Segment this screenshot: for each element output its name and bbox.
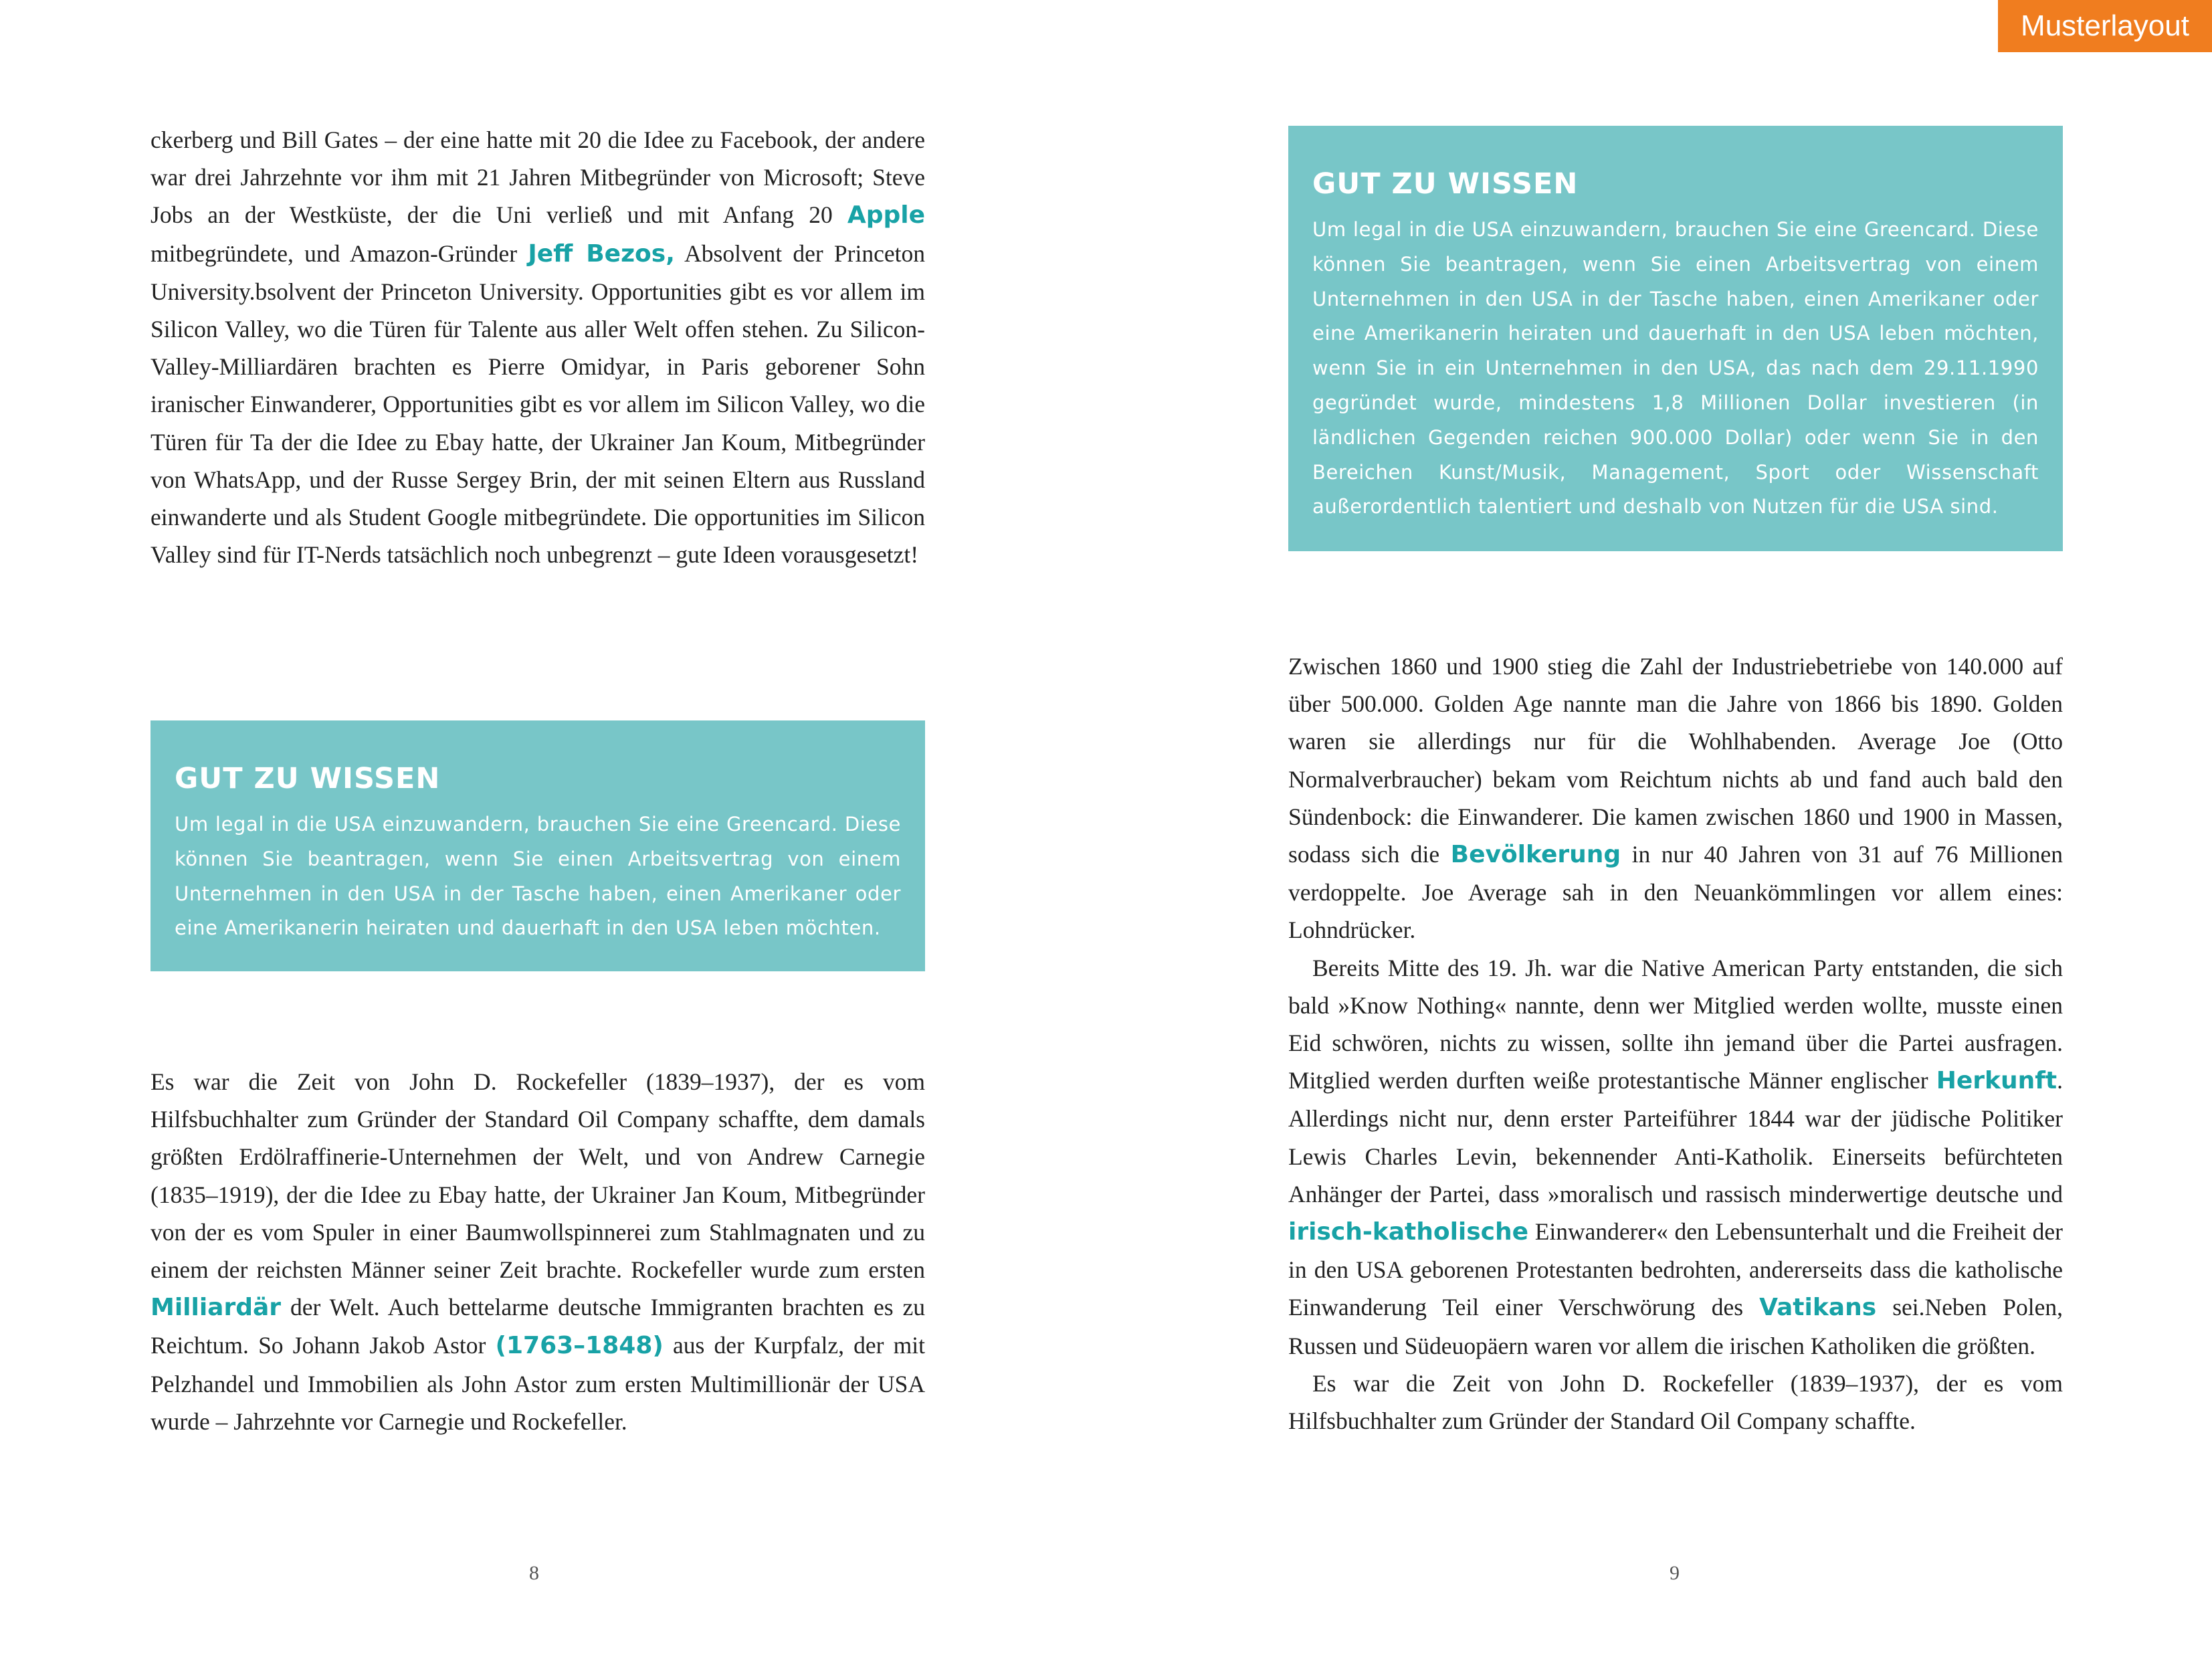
left-main-text: Es war die Zeit von John D. Rockefeller (1839–1937), der es vom Hilfsbuchhalter zum Gründer der Standard Oil Company schaffte, dem damals größten Erdölraffinerie-Unternehmen der Welt, und von Andrew Carnegie (1835–1919), der die Idee zu Ebay hatte, der Ukrainer Jan Koum, Mitbegründer von der es vom Spuler in einer Baumwollspinnerei zum Stahlmagnaten und zu einem der reichsten Männer seiner Zeit brachte. Rockefeller wurde zum ersten Milliardär der Welt. Auch bettelarme deutsche Immigranten brachten es zu Reichtum. So Johann Jakob Astor (1763–1848) aus der Kurpfalz, der mit Pelzhandel und Immobilien als John Astor zum ersten Multimillionär der USA wurde – Jahrzehnte vor Carnegie und Rockefeller. — [150, 1068, 925, 1435]
info-box-text: Um legal in die USA einzuwandern, brauchen Sie eine Greencard. Diese können Sie beantragen, wenn Sie einen Arbeitsvertrag von einem Unternehmen in den USA in der Tasche haben, einen Amerikaner oder eine Amerikanerin heiraten und dauerhaft in den USA leben möchten. — [175, 813, 901, 940]
highlighted-keyword: Vatikans — [1759, 1294, 1877, 1322]
highlighted-keyword: Milliardär — [150, 1294, 282, 1322]
highlighted-keyword: Herkunft — [1936, 1067, 2057, 1095]
left-intro-paragraph — [150, 121, 925, 573]
info-box-text: Um legal in die USA einzuwandern, brauchen Sie eine Greencard. Diese können Sie beantragen, wenn Sie einen Arbeitsvertrag von einem Unternehmen in den USA in der Tasche haben, einen Amerikaner oder eine Amerikanerin heiraten und dauerhaft in den USA leben möchten, wenn Sie in ein Unternehmen in den USA, das nach dem 29.11.1990 gegründet wurde, mindestens 1,8 Millionen Dollar investieren (in ländlichen Gegenden reichen 900.000 Dollar) oder wenn Sie in den Bereichen Kunst/Musik, Management, Sport oder Wissenschaft außerordentlich talentiert und deshalb von Nutzen für die USA sind. — [1312, 218, 2039, 518]
highlighted-keyword: (1763–1848) — [495, 1332, 664, 1360]
right-body-text — [1288, 648, 2063, 1440]
highlighted-keyword: Apple — [847, 201, 925, 229]
info-box-title: GUT ZU WISSEN — [1312, 167, 1579, 201]
highlighted-keyword: Bevölkerung — [1450, 841, 1621, 869]
right-paragraph-3: Es war die Zeit von John D. Rockefeller (1839–1937), der es vom Hilfsbuchhalter zum Gründer der Standard Oil Company schaffte. — [1288, 1369, 2063, 1435]
page-number-right: 9 — [1670, 1562, 1680, 1584]
right-paragraph-2: Bereits Mitte des 19. Jh. war die Native American Party entstanden, die sich bald »Know Nothing« nannte, denn wer Mitglied werden wollte, musste einen Eid schwören, nichts zu wissen, sollte ihn jemand über die Partei ausfragen. Mitglied werden durften weiße protestantische Männer englischer Herkunft. Allerdings nicht nur, denn erster Parteiführer 1844 war der jüdische Politiker Lewis Charles Levin, bekennender Anti-Katholik. Einerseits befürchteten Anhänger der Partei, dass »moralisch und rassisch minderwertige deutsche und irisch-katholische Einwanderer« den Lebensunterhalt und die Freiheit der in den USA geborenen Protestanten bedrohten, andererseits dass die katholische Einwanderung Teil einer Verschwörung des Vatikans sei.Neben Polen, Russen und Südeuopäern waren vor allem die irischen Katholiken die größten. — [1288, 954, 2063, 1359]
left-info-box — [150, 720, 925, 971]
page-number-left: 8 — [529, 1562, 539, 1584]
info-box-title: GUT ZU WISSEN — [175, 762, 441, 795]
highlighted-keyword: irisch-katholische — [1288, 1218, 1529, 1246]
musterlayout-badge: Musterlayout — [1998, 0, 2212, 52]
left-intro-text: ckerberg und Bill Gates – der eine hatte mit 20 die Idee zu Facebook, der andere war drei Jahrzehnte vor ihm mit 21 Jahren Mitbegründer von Microsoft; Steve Jobs an der Westküste, der die Uni verließ und mit Anfang 20 Apple mitbegründete, und Amazon-Gründer Jeff Bezos, Absolvent der Princeton University.bsolvent der Princeton University. Opportunities gibt es vor allem im Silicon Valley, wo die Türen für Talente aus aller Welt offen stehen. Zu Silicon-Valley-Milliardären brachten es Pierre Omidyar, in Paris geborener Sohn iranischer Einwanderer, Opportunities gibt es vor allem im Silicon Valley, wo die Türen für Ta der die Idee zu Ebay hatte, der Ukrainer Jan Koum, Mitbegründer von WhatsApp, und der Russe Sergey Brin, der mit seinen Eltern aus Russland einwanderte und als Student Google mitbegründete. Die opportunities im Silicon Valley sind für IT-Nerds tatsächlich noch unbegrenzt – gute Ideen vorausgesetzt! — [150, 126, 925, 569]
left-main-paragraph — [150, 1063, 925, 1440]
right-info-box — [1288, 126, 2063, 551]
highlighted-keyword: Jeff Bezos, — [528, 239, 675, 268]
right-paragraph-1: Zwischen 1860 und 1900 stieg die Zahl der Industriebetriebe von 140.000 auf über 500.000. Golden Age nannte man die Jahre von 1866 bis 1890. Golden waren sie allerdings nur für die Wohlhabenden. Average Joe (Otto Normalverbraucher) bekam vom Reichtum nichts ab und fand auch bald den Sündenbock: die Einwanderer. Die kamen zwischen 1860 und 1900 in Massen, sodass sich die Bevölkerung in nur 40 Jahren von 31 auf 76 Millionen verdoppelte. Joe Average sah in den Neuankömmlingen vor allem eines: Lohndrücker. — [1288, 653, 2063, 944]
